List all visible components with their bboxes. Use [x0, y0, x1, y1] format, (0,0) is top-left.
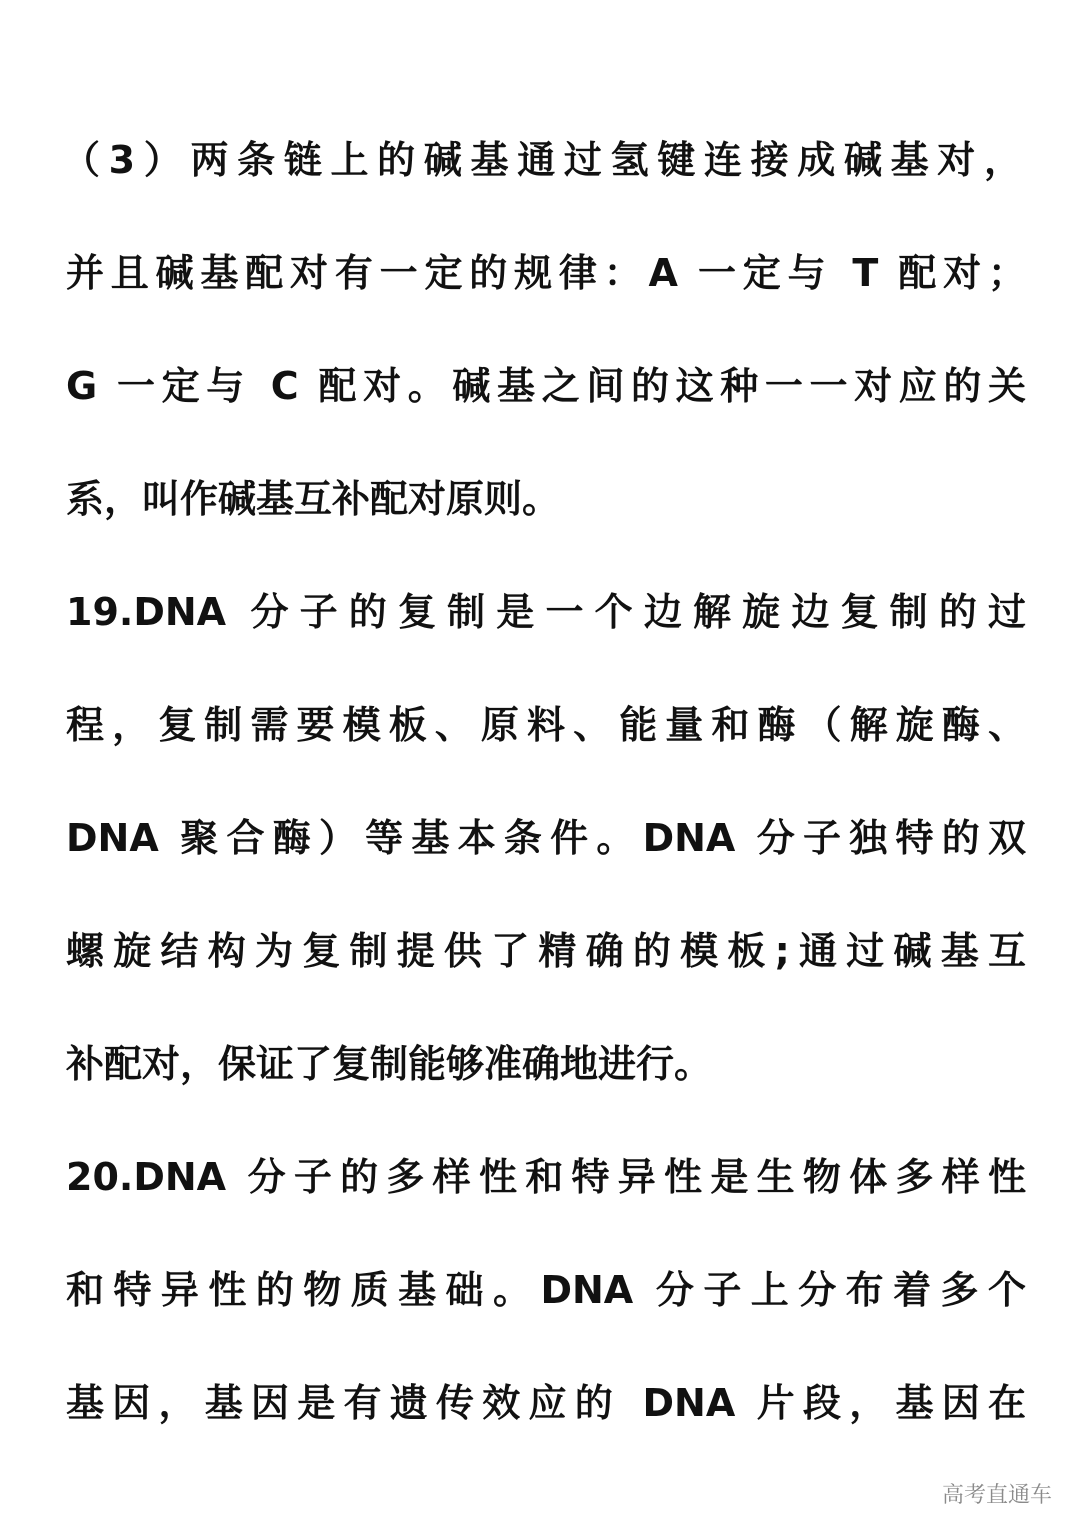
text-line-8: 螺旋结构为复制提供了精确的模板;通过碱基互	[66, 929, 1026, 973]
text-line-4: 系，叫作碱基互补配对原则。	[66, 477, 561, 521]
text-line-1: （3）两条链上的碱基通过氢键连接成碱基对，	[62, 138, 1022, 182]
text-line-5: 19.DNA 分子的复制是一个边解旋边复制的过	[66, 590, 1026, 634]
watermark: 高考直通车	[941, 1483, 1052, 1508]
text-line-3: G 一定与 C 配对。碱基之间的这种一一对应的关	[66, 364, 1026, 408]
text-line-2: 并且碱基配对有一定的规律：A 一定与 T 配对；	[66, 251, 1026, 295]
text-line-11: 和特异性的物质基础。DNA 分子上分布着多个	[66, 1268, 1026, 1312]
text-line-12: 基因，基因是有遗传效应的 DNA 片段，基因在	[66, 1381, 1026, 1425]
text-line-10: 20.DNA 分子的多样性和特异性是生物体多样性	[66, 1155, 1026, 1199]
text-line-6: 程，复制需要模板、原料、能量和酶（解旋酶、	[66, 703, 1026, 747]
text-line-7: DNA 聚合酶）等基本条件。DNA 分子独特的双	[66, 816, 1026, 860]
text-line-9: 补配对，保证了复制能够准确地进行。	[66, 1042, 713, 1086]
